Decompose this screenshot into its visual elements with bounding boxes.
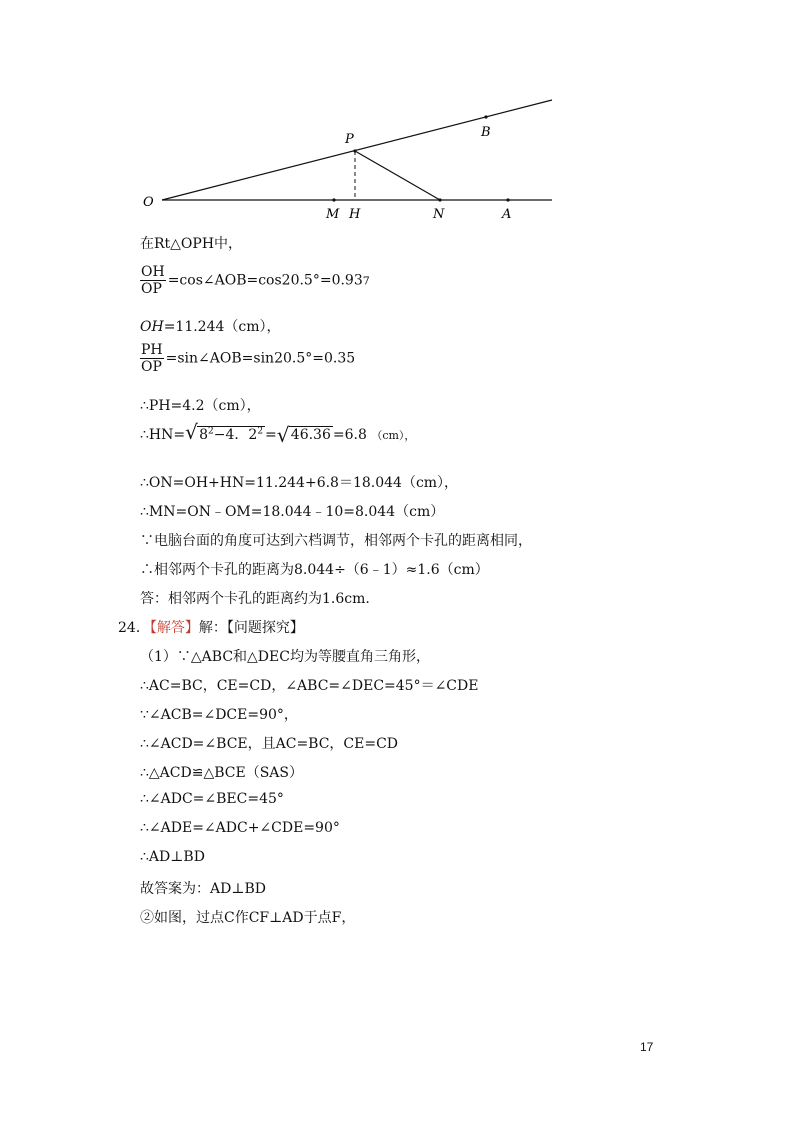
question-number: 24． <box>118 620 150 636</box>
text-line-8: ∴MN=ON﹣OM=18.044﹣10=8.044（cm） <box>140 504 445 520</box>
point-n <box>438 198 441 201</box>
answer-tag: 【解答】 <box>149 620 199 636</box>
sqrt-1: √ $8^2-4$．$2^2$ <box>185 420 264 444</box>
text-line-13: （1）∵△ABC和△DEC均为等腰直角三角形， <box>140 649 430 665</box>
label-p: P <box>345 132 354 147</box>
text-line-18: ∴∠ADC=∠BEC=45° <box>140 791 284 807</box>
radicand-1b: −4．2 <box>213 427 258 443</box>
text-line-20: ∴AD⊥BD <box>140 849 205 865</box>
fraction-denominator: OP <box>141 359 162 375</box>
text-line-9: ∵电脑台面的角度可达到六档调节，相邻两个卡孔的距离相同， <box>140 533 532 549</box>
formula-hn <box>140 420 416 447</box>
formula-sin <box>140 342 355 375</box>
ray-ob <box>162 100 552 200</box>
formula-sin-rest: =sin∠AOB=sin20.5°=0.35 <box>165 350 356 367</box>
text-line-17: ∴△ACD≌△BCE（SAS） <box>140 765 303 781</box>
point-a <box>506 198 509 201</box>
text-line-16: ∴∠ACD=∠BCE，且AC=BC，CE=CD <box>140 736 399 752</box>
text-line-5: ∴PH=4.2（cm）， <box>140 398 261 414</box>
fraction-oh-op <box>140 264 166 297</box>
formula-cos-rest: =cos∠AOB=cos20.5°=0.93 <box>167 272 363 289</box>
text-line-19: ∴∠ADE=∠ADC+∠CDE=90° <box>140 820 340 836</box>
question-header-rest: 解：【问题探究】 <box>198 620 304 636</box>
text-line-14: ∴AC=BC，CE=CD，∠ABC=∠DEC=45°＝∠CDE <box>140 678 479 694</box>
formula-hn-pre: ∴HN= <box>140 427 186 443</box>
label-h: H <box>349 207 361 220</box>
text-line-22: ②如图，过点C作CF⊥AD于点F， <box>140 910 356 926</box>
point-b <box>484 115 487 118</box>
question-24-header <box>118 617 304 637</box>
radicand-2: 46.36 <box>290 427 331 443</box>
label-b: B <box>481 125 491 140</box>
fraction-numerator: PH <box>141 342 163 358</box>
formula-hn-rest: =6.8 <box>332 427 367 443</box>
text-line-10: ∴相邻两个卡孔的距离为8.044÷（6﹣1）≈1.6（cm） <box>140 562 489 578</box>
text-line-21: 故答案为：AD⊥BD <box>140 881 267 897</box>
var-oh: OH <box>140 319 164 335</box>
point-m <box>332 198 335 201</box>
formula-hn-mid: = <box>265 427 277 443</box>
point-p <box>353 149 356 152</box>
label-a: A <box>502 207 512 220</box>
formula-hn-unit: （cm）， <box>371 429 416 442</box>
radicand-1a: 8 <box>199 427 209 443</box>
sqrt-2: √ 46.36 <box>276 423 331 447</box>
formula-cos-tail: 7 <box>362 274 370 288</box>
text-line-7: ∴ON=OH+HN=11.244+6.8＝18.044（cm）， <box>140 475 459 491</box>
label-n: N <box>433 207 445 220</box>
fraction-numerator: OH <box>141 264 165 280</box>
fraction-ph-op <box>140 342 164 375</box>
label-o: O <box>143 195 154 210</box>
segment-pn <box>355 151 440 200</box>
text-line-15: ∵∠ACB=∠DCE=90°， <box>140 707 298 723</box>
label-m: M <box>326 207 340 220</box>
text-line-11: 答：相邻两个卡孔的距离约为1.6cm. <box>140 591 370 607</box>
page-number: 17 <box>640 1040 654 1054</box>
text-line-3 <box>140 316 281 336</box>
fraction-denominator: OP <box>141 281 162 297</box>
text-line-3-rest: =11.244（cm）， <box>163 319 281 335</box>
formula-cos <box>140 264 370 297</box>
text-line-1: 在Rt△OPH中， <box>140 236 243 252</box>
geometry-figure <box>130 90 570 220</box>
